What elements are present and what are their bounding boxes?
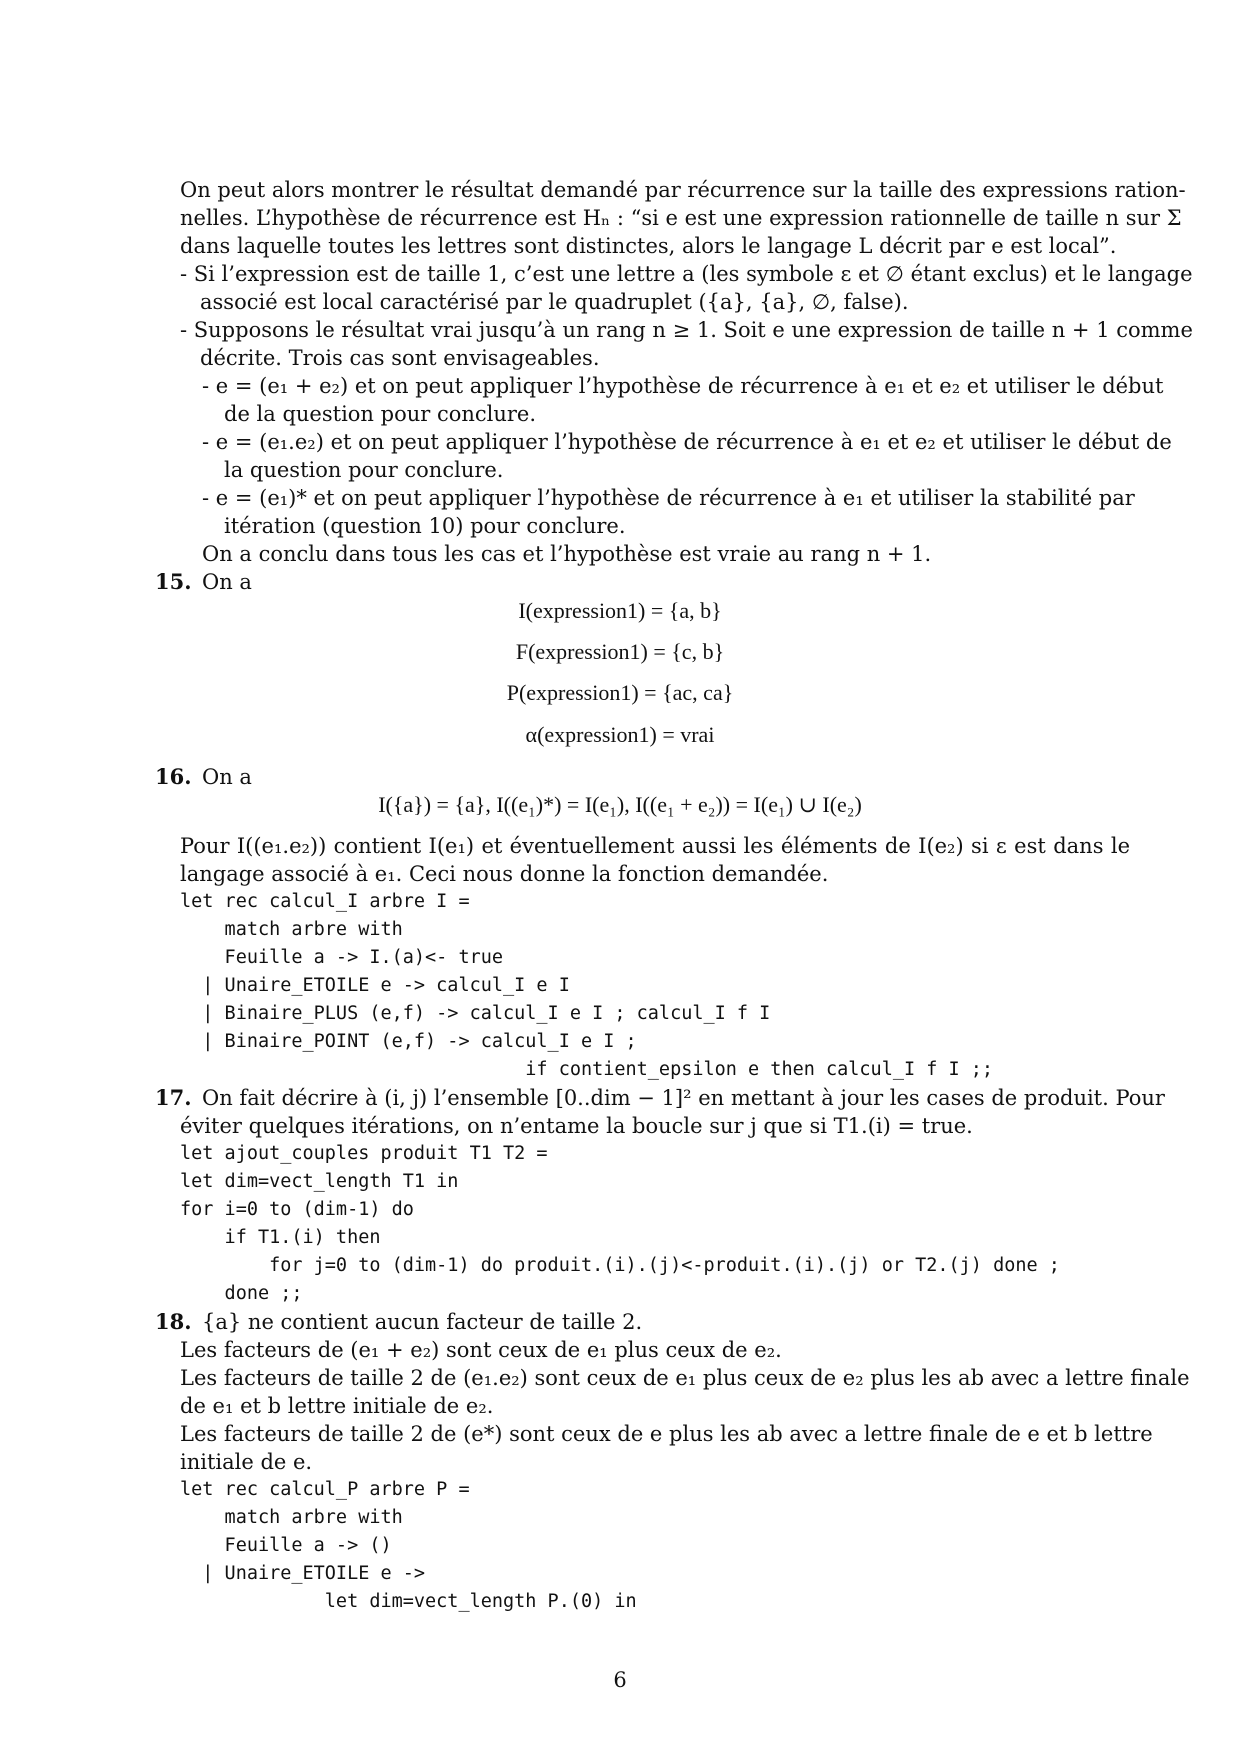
case-1-line-2: de la question pour conclure. [224,402,537,426]
code-line: let ajout_couples produit T1 T2 = [180,1143,548,1164]
bullet-1-line-1: - Si l’expression est de taille 1, c’est une lettre a (les symbole ε et ∅ étant exclus) et le langage [180,262,1193,286]
question-18-number: 18. [155,1309,192,1334]
intro-line-3: dans laquelle toutes les lettres sont distinctes, alors le langage L décrit par e est local”. [180,234,1117,258]
q16-line-1: Pour I((e₁.e₂)) contient I(e₁) et éventuellement aussi les éléments de I(e₂) si ε est dans le [180,834,1130,858]
question-16-number: 16. [155,764,192,789]
case-3-line-2: itération (question 10) pour conclure. [224,514,626,538]
code-line: for i=0 to (dim-1) do [180,1199,414,1220]
code-line: let dim=vect_length T1 in [180,1171,459,1192]
case-3-line-1: - e = (e₁)* et on peut appliquer l’hypothèse de récurrence à e₁ et utiliser la stabilité par [202,486,1135,510]
code-line: | Unaire_ETOILE e -> [180,1563,426,1584]
q15-equation-4: α(expression1) = vrai [525,722,715,747]
q17-line-1: On fait décrire à (i, j) l’ensemble [0..dim − 1]² en mettant à jour les cases de produit. Pour [202,1086,1165,1110]
case-2-line-1: - e = (e₁.e₂) et on peut appliquer l’hypothèse de récurrence à e₁ et e₂ et utiliser le début de [202,430,1172,454]
case-2-line-2: la question pour conclure. [224,458,504,482]
bullet-1-line-2: associé est local caractérisé par le quadruplet ({a}, {a}, ∅, false). [200,290,909,314]
question-16-text: On a [202,765,252,789]
q15-equation-1: I(expression1) = {a, b} [518,598,722,623]
bullet-2-line-2: décrite. Trois cas sont envisageables. [200,346,600,370]
code-line: let rec calcul_P arbre P = [180,1479,470,1500]
code-line: | Binaire_POINT (e,f) -> calcul_I e I ; [180,1031,637,1052]
q18-line-1: {a} ne contient aucun facteur de taille 2. [202,1310,643,1334]
code-line: match arbre with [180,1507,403,1528]
intro-line-2: nelles. L’hypothèse de récurrence est Hₙ : “si e est une expression rationnelle de taille n sur Σ [180,206,1182,230]
intro-conclusion: On a conclu dans tous les cas et l’hypothèse est vraie au rang n + 1. [202,542,932,566]
q17-line-2: éviter quelques itérations, on n’entame la boucle sur j que si T1.(i) = true. [180,1114,973,1138]
code-line: done ;; [180,1283,303,1304]
bullet-2-line-1: - Supposons le résultat vrai jusqu’à un rang n ≥ 1. Soit e une expression de taille n + 1 comme [180,318,1193,342]
case-1-line-1: - e = (e₁ + e₂) et on peut appliquer l’hypothèse de récurrence à e₁ et e₂ et utiliser le début [202,374,1164,398]
q18-line-4: de e₁ et b lettre initiale de e₂. [180,1394,494,1418]
intro-line-1: On peut alors montrer le résultat demandé par récurrence sur la taille des expressions ration- [180,178,1186,202]
code-line: for j=0 to (dim-1) do produit.(i).(j)<-produit.(i).(j) or T2.(j) done ; [180,1255,1060,1276]
code-line: match arbre with [180,919,403,940]
code-line: Feuille a -> I.(a)<- true [180,947,504,968]
code-line: | Binaire_PLUS (e,f) -> calcul_I e I ; calcul_I f I [180,1003,771,1024]
q15-equation-3: P(expression1) = {ac, ca} [506,680,734,705]
question-15-text: On a [202,570,252,594]
code-line: if contient_epsilon e then calcul_I f I ;; [180,1059,994,1080]
q16-line-2: langage associé à e₁. Ceci nous donne la fonction demandée. [180,862,829,886]
q18-line-6: initiale de e. [180,1450,313,1474]
question-17-number: 17. [155,1085,192,1110]
code-line: let dim=vect_length P.(0) in [180,1591,637,1612]
q18-line-5: Les facteurs de taille 2 de (e*) sont ceux de e plus les ab avec a lettre finale de e et b lettre [180,1422,1153,1446]
q18-line-3: Les facteurs de taille 2 de (e₁.e₂) sont ceux de e₁ plus ceux de e₂ plus les ab avec a lettre finale [180,1366,1190,1390]
page-number: 6 [613,1668,627,1692]
q16-equation: I({a}) = {a}, I((e₁)*) = I(e₁), I((e₁ + e₂)) = I(e₁) ∪ I(e₂) [378,792,862,817]
code-line: if T1.(i) then [180,1227,381,1248]
q18-line-2: Les facteurs de (e₁ + e₂) sont ceux de e₁ plus ceux de e₂. [180,1338,782,1362]
question-15-number: 15. [155,569,192,594]
code-line: | Unaire_ETOILE e -> calcul_I e I [180,975,570,996]
q15-equation-2: F(expression1) = {c, b} [515,639,725,664]
code-line: let rec calcul_I arbre I = [180,891,470,912]
code-line: Feuille a -> () [180,1535,392,1556]
